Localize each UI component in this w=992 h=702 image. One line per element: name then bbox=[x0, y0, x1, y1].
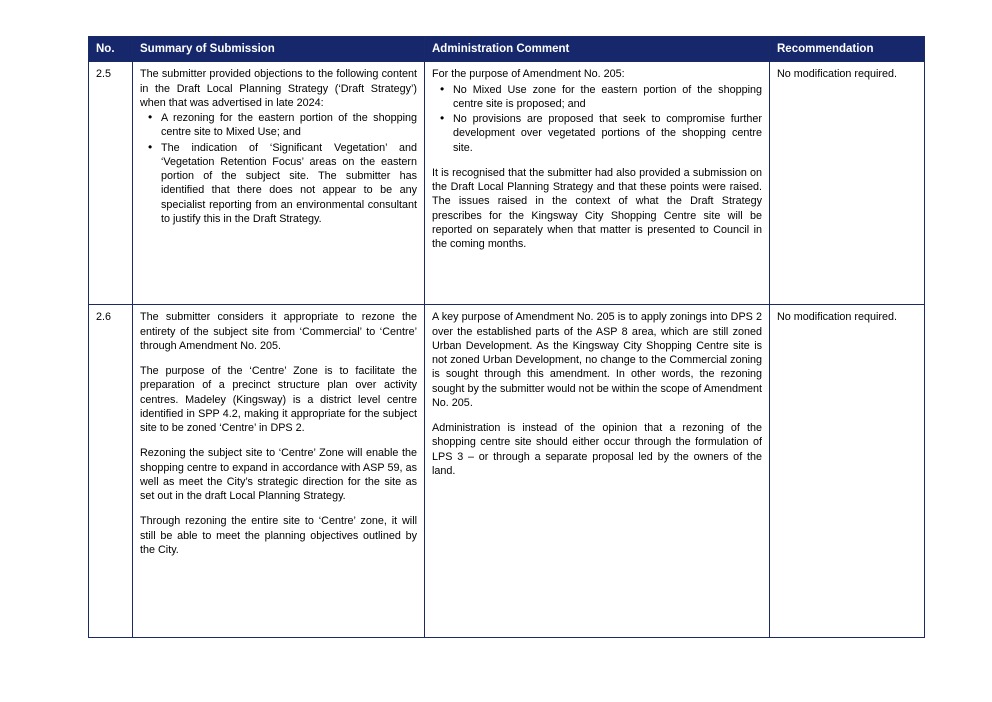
column-header-admin-comment: Administration Comment bbox=[425, 37, 770, 62]
list-item: • No Mixed Use zone for the eastern portion of the shopping centre site is proposed; and bbox=[432, 83, 762, 112]
admin-paragraph: Administration is instead of the opinion that a rezoning of the shopping centre site should either occur through the formulation of LPS 3 – or through a separate proposal led by the owners of the land. bbox=[432, 422, 762, 477]
column-header-summary: Summary of Submission bbox=[133, 37, 425, 62]
row-number: 2.6 bbox=[89, 305, 133, 638]
summary-paragraph: Through rezoning the entire site to ‘Centre’ zone, it will still be able to meet the planning objectives outlined by the City. bbox=[140, 515, 417, 556]
list-item: • A rezoning for the eastern portion of the shopping centre site to Mixed Use; and bbox=[140, 111, 417, 140]
table-header-row bbox=[89, 37, 925, 62]
admin-paragraph: A key purpose of Amendment No. 205 is to apply zonings into DPS 2 over the established parts of the ASP 8 area, which are still zoned Urban Development. As the Kingsway City Shopping Centre site is not zoned Urban Development, no change to the Commercial zoning is sought through this amendment. In other words, the rezoning sought by the submitter would not be within the scope of Amendment No. 205. bbox=[432, 311, 762, 409]
admin-paragraph: It is recognised that the submitter had also provided a submission on the Draft Local Planning Strategy and that these points were raised. The issues raised in the context of what the Draft Strategy prescribes for the Kingsway City Shopping Centre site will be reported on separately when that matter is presented to Council in the coming months. bbox=[432, 166, 762, 251]
summary-intro: The submitter provided objections to the following content in the Draft Local Planning Strategy (‘Draft Strategy’) when that was advertised in late 2024: bbox=[140, 68, 417, 109]
row-admin-comment bbox=[425, 305, 770, 638]
column-header-recommendation: Recommendation bbox=[770, 37, 925, 62]
row-recommendation: No modification required. bbox=[770, 62, 925, 305]
row-number: 2.5 bbox=[89, 62, 133, 305]
summary-bullet-list bbox=[140, 111, 417, 226]
list-item: • The indication of ‘Significant Vegetation’ and ‘Vegetation Retention Focus’ areas on the eastern portion of the subject site. The submitter has identified that there does not appear to be any specialist reporting from an environmental consultant to justify this in the Draft Strategy. bbox=[140, 141, 417, 227]
list-item: • No provisions are proposed that seek to compromise further development over vegetated portions of the shopping centre site. bbox=[432, 112, 762, 155]
summary-paragraph: The submitter considers it appropriate to rezone the entirety of the subject site from ‘Commercial’ to ‘Centre’ through Amendment No. 205. bbox=[140, 311, 417, 352]
column-header-no: No. bbox=[89, 37, 133, 62]
table-row bbox=[89, 62, 925, 305]
admin-intro: For the purpose of Amendment No. 205: bbox=[432, 68, 625, 81]
row-recommendation: No modification required. bbox=[770, 305, 925, 638]
admin-bullet-list bbox=[432, 83, 762, 155]
summary-paragraph: Rezoning the subject site to ‘Centre’ Zone will enable the shopping centre to expand in accordance with ASP 59, as well as meet the City’s strategic direction for the site as set out in the draft Local Planning Strategy. bbox=[140, 447, 417, 503]
row-summary bbox=[133, 62, 425, 305]
row-summary bbox=[133, 305, 425, 638]
row-admin-comment bbox=[425, 62, 770, 305]
table-row bbox=[89, 305, 925, 638]
summary-paragraph: The purpose of the ‘Centre’ Zone is to facilitate the preparation of a precinct structure plan over activity centres. Madeley (Kingsway) is a district level centre identified in SPP 4.2, making it appropriate for the subject site to be zoned ‘Centre’ in DPS 2. bbox=[140, 365, 417, 435]
submission-table bbox=[88, 36, 925, 638]
